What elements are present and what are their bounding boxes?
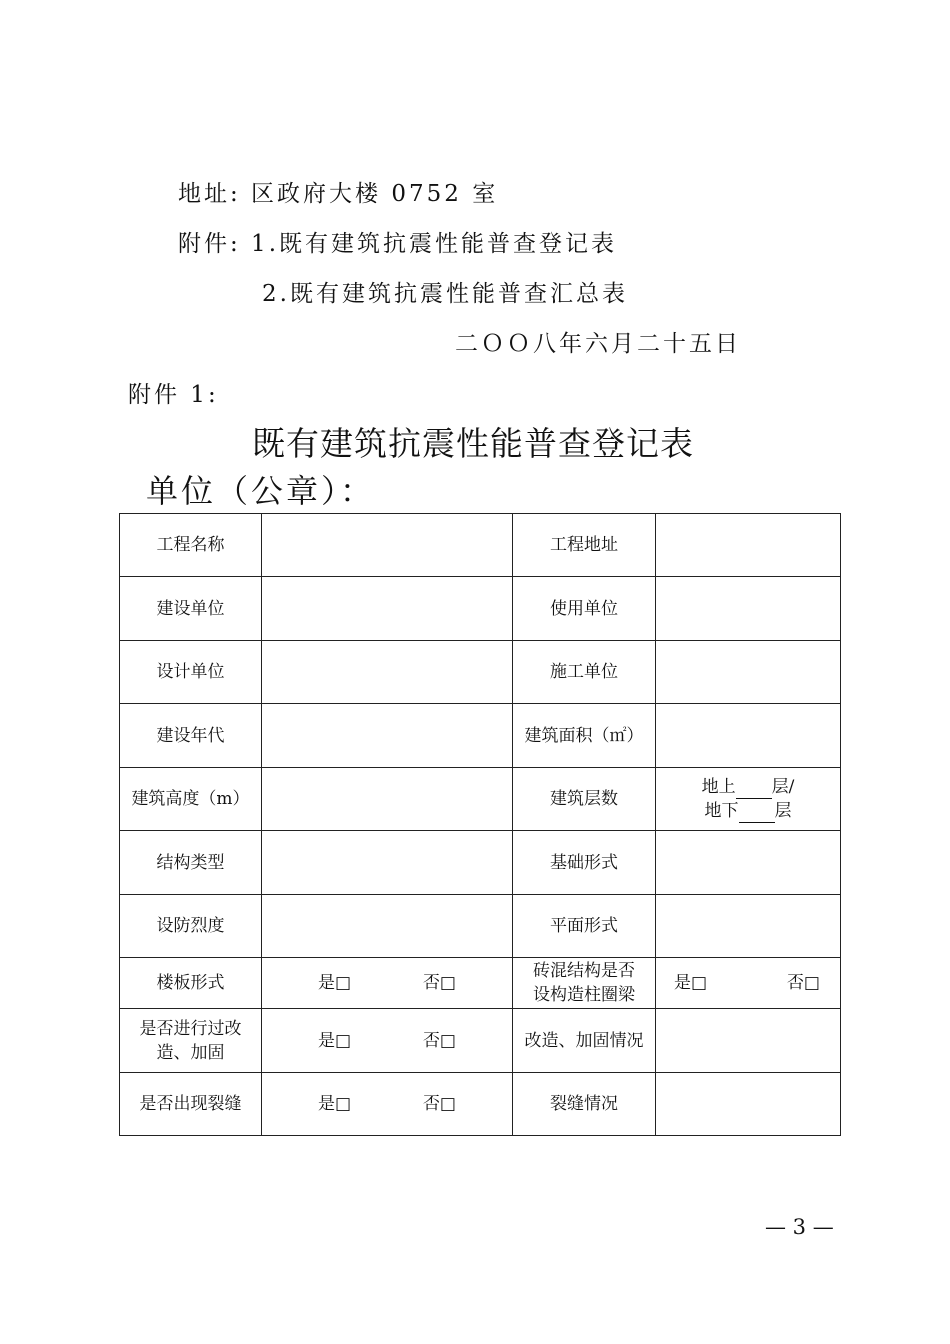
label-contractor: 施工单位 xyxy=(513,641,656,704)
floors-below-suffix: 层 xyxy=(774,801,792,821)
label-build-era: 建设年代 xyxy=(120,704,262,768)
field-slab xyxy=(262,958,513,1009)
field-crack-status[interactable] xyxy=(656,1073,841,1136)
field-floors[interactable] xyxy=(656,768,841,831)
crack-yes-checkbox[interactable]: 是□ xyxy=(318,1094,352,1114)
table-row xyxy=(120,577,841,641)
field-foundation[interactable] xyxy=(656,831,841,895)
label-intensity: 设防烈度 xyxy=(120,895,262,958)
field-designer[interactable] xyxy=(262,641,513,704)
retrofit-yes-checkbox[interactable]: 是□ xyxy=(318,1030,352,1051)
masonry-no-checkbox[interactable]: 否□ xyxy=(786,973,820,993)
field-intensity[interactable] xyxy=(262,895,513,958)
slab-yes-checkbox[interactable]: 是□ xyxy=(318,973,352,993)
page-number: — 3 — xyxy=(765,1215,834,1239)
field-contractor[interactable] xyxy=(656,641,841,704)
field-masonry xyxy=(656,958,841,1009)
retrofit-line-2: 造、加固 xyxy=(156,1042,225,1063)
registration-table xyxy=(119,513,841,1136)
field-crack xyxy=(262,1073,513,1136)
label-plan: 平面形式 xyxy=(513,895,656,958)
label-masonry xyxy=(513,958,656,1009)
label-height: 建筑高度（m） xyxy=(120,768,262,831)
label-user-unit: 使用单位 xyxy=(513,577,656,641)
table-row xyxy=(120,704,841,768)
floors-above-suffix: 层/ xyxy=(771,777,795,797)
label-retrofit xyxy=(120,1009,262,1073)
masonry-line-1: 砖混结构是否 xyxy=(533,961,635,981)
label-foundation: 基础形式 xyxy=(513,831,656,895)
date-line: 二ＯＯ八年六月二十五日 xyxy=(455,331,741,357)
form-title: 既有建筑抗震性能普查登记表 xyxy=(252,424,694,463)
masonry-yes-checkbox[interactable]: 是□ xyxy=(674,973,708,993)
field-project-address[interactable] xyxy=(656,514,841,577)
slab-no-checkbox[interactable]: 否□ xyxy=(422,973,456,993)
crack-no-checkbox[interactable]: 否□ xyxy=(422,1094,456,1114)
label-crack-status: 裂缝情况 xyxy=(513,1073,656,1136)
address-line: 地址: 区政府大楼 0752 室 xyxy=(178,181,499,207)
field-area[interactable] xyxy=(656,704,841,768)
field-user-unit[interactable] xyxy=(656,577,841,641)
field-retrofit xyxy=(262,1009,513,1073)
table-row xyxy=(120,831,841,895)
unit-label: 单位（公章）： xyxy=(146,472,376,510)
label-slab: 楼板形式 xyxy=(120,958,262,1009)
floors-below-prefix: 地下 xyxy=(704,801,739,821)
appendix-label: 附件 1: xyxy=(128,382,219,408)
masonry-line-2: 设构造柱圈梁 xyxy=(533,985,635,1005)
field-retrofit-status[interactable] xyxy=(656,1009,841,1073)
table-row xyxy=(120,768,841,831)
label-floors: 建筑层数 xyxy=(513,768,656,831)
table-row xyxy=(120,1009,841,1073)
field-build-era[interactable] xyxy=(262,704,513,768)
table-row xyxy=(120,1073,841,1136)
label-retrofit-status: 改造、加固情况 xyxy=(513,1009,656,1073)
label-designer: 设计单位 xyxy=(120,641,262,704)
floors-above-prefix: 地上 xyxy=(701,777,736,797)
label-project-address: 工程地址 xyxy=(513,514,656,577)
label-area: 建筑面积（㎡） xyxy=(513,704,656,768)
attachment-2-line: 2.既有建筑抗震性能普查汇总表 xyxy=(262,281,628,307)
floors-above-blank[interactable] xyxy=(736,780,772,799)
field-plan[interactable] xyxy=(656,895,841,958)
floors-below-blank[interactable] xyxy=(739,804,775,823)
table-row xyxy=(120,958,841,1009)
attachments-line: 附件: 1.既有建筑抗震性能普查登记表 xyxy=(178,231,618,257)
retrofit-no-checkbox[interactable]: 否□ xyxy=(422,1030,456,1051)
label-builder: 建设单位 xyxy=(120,577,262,641)
table-row xyxy=(120,641,841,704)
label-project-name: 工程名称 xyxy=(120,514,262,577)
label-crack: 是否出现裂缝 xyxy=(120,1073,262,1136)
field-height[interactable] xyxy=(262,768,513,831)
label-structure: 结构类型 xyxy=(120,831,262,895)
table-row xyxy=(120,895,841,958)
field-project-name[interactable] xyxy=(262,514,513,577)
table-row xyxy=(120,514,841,577)
field-builder[interactable] xyxy=(262,577,513,641)
field-structure[interactable] xyxy=(262,831,513,895)
retrofit-line-1: 是否进行过改 xyxy=(139,1018,242,1039)
